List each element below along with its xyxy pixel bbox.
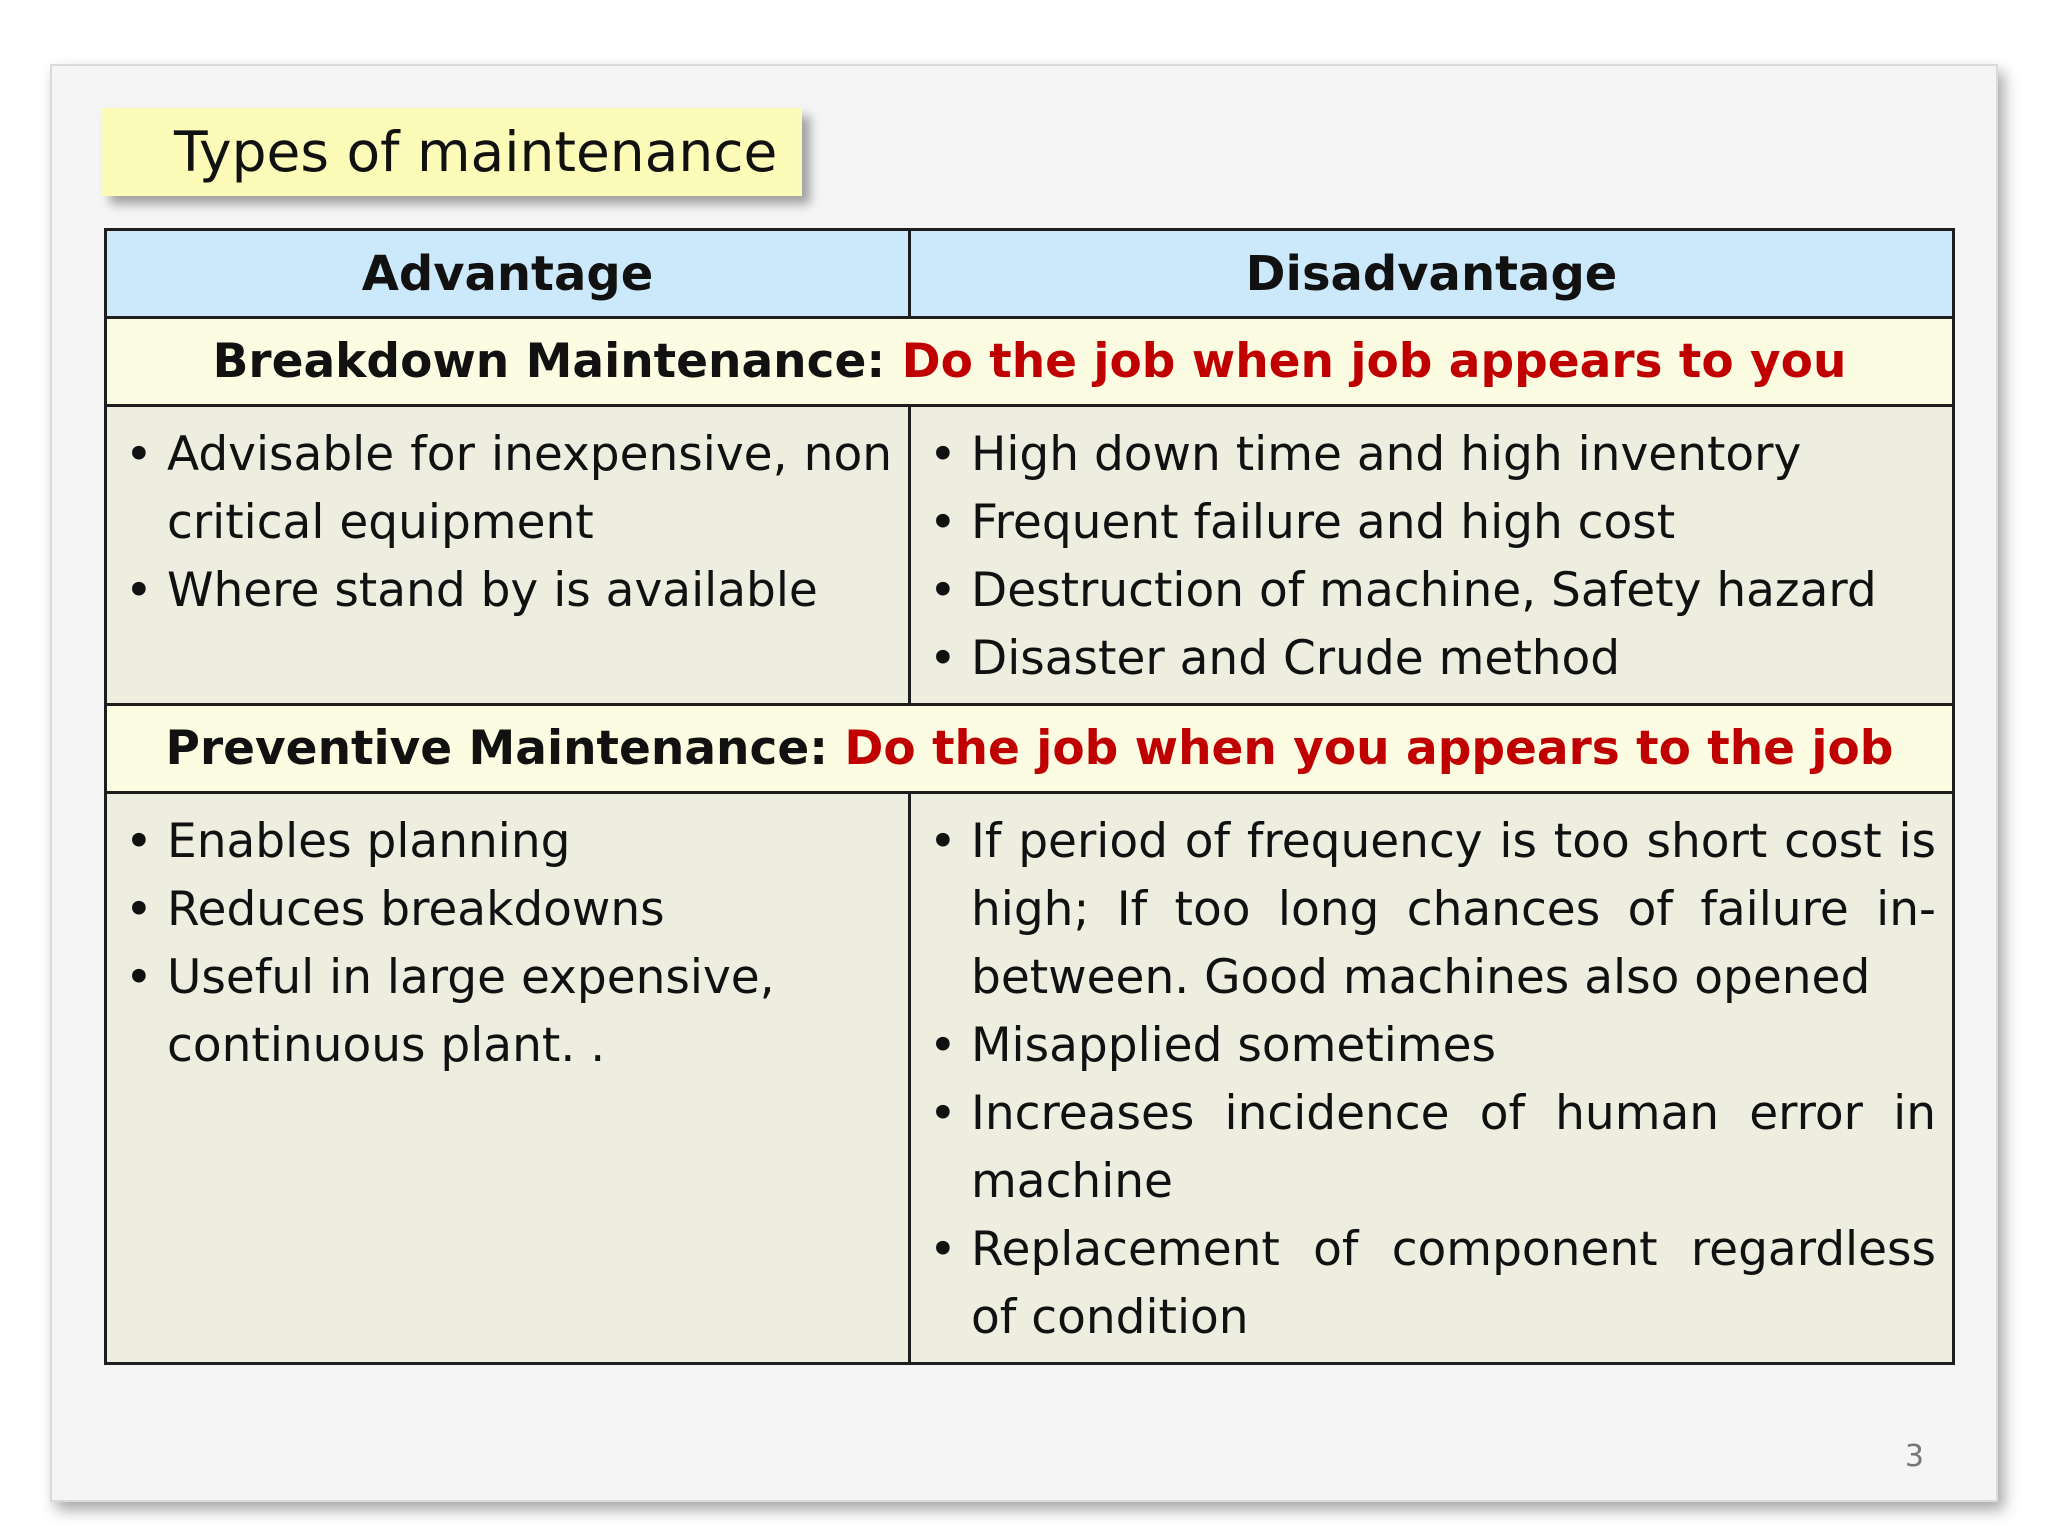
title-box [102, 108, 802, 196]
slide [50, 64, 1998, 1502]
preventive-tagline: Do the job when you appears to the job [844, 721, 1894, 776]
breakdown-body-row [106, 406, 1954, 705]
list-item: • Frequent failure and high cost [929, 489, 1936, 557]
list-item: • Misapplied sometimes [929, 1012, 1936, 1080]
header-disadvantage: Disadvantage [910, 230, 1954, 318]
page-number: 3 [1904, 1439, 1924, 1474]
list-item: • Destruction of machine, Safety hazard [929, 557, 1936, 625]
list-item: • Useful in large expensive, continuous plant. . [125, 944, 892, 1080]
list-item: • High down time and high inventory [929, 421, 1936, 489]
table-header-row [106, 230, 1954, 318]
preventive-disadvantages-cell [910, 793, 1954, 1364]
list-item: • Where stand by is available [125, 557, 892, 625]
list-item: • Replacement of component regardless of condition [929, 1216, 1936, 1352]
preventive-body-row [106, 793, 1954, 1364]
list-item: • Increases incidence of human error in machine [929, 1080, 1936, 1216]
list-item: • Advisable for inexpensive, non critical equipment [125, 421, 892, 557]
breakdown-advantages-list [125, 421, 892, 625]
preventive-label: Preventive Maintenance: [165, 721, 829, 776]
preventive-disadvantages-list [929, 808, 1936, 1352]
breakdown-band-row [106, 318, 1954, 406]
breakdown-label: Breakdown Maintenance: [212, 334, 886, 389]
list-item: • Enables planning [125, 808, 892, 876]
breakdown-disadvantages-cell [910, 406, 1954, 705]
maintenance-table [104, 228, 1955, 1365]
preventive-band-row [106, 705, 1954, 793]
slide-title: Types of maintenance [174, 120, 778, 184]
list-item: • Reduces breakdowns [125, 876, 892, 944]
breakdown-disadvantages-list [929, 421, 1936, 693]
list-item: • Disaster and Crude method [929, 625, 1936, 693]
header-advantage: Advantage [106, 230, 910, 318]
list-item: • If period of frequency is too short cost is high; If too long chances of failure in-between. Good machines also opened [929, 808, 1936, 1012]
preventive-band [106, 705, 1954, 793]
preventive-advantages-list [125, 808, 892, 1080]
breakdown-advantages-cell [106, 406, 910, 705]
breakdown-tagline: Do the job when job appears to you [901, 334, 1847, 389]
preventive-advantages-cell [106, 793, 910, 1364]
breakdown-band [106, 318, 1954, 406]
